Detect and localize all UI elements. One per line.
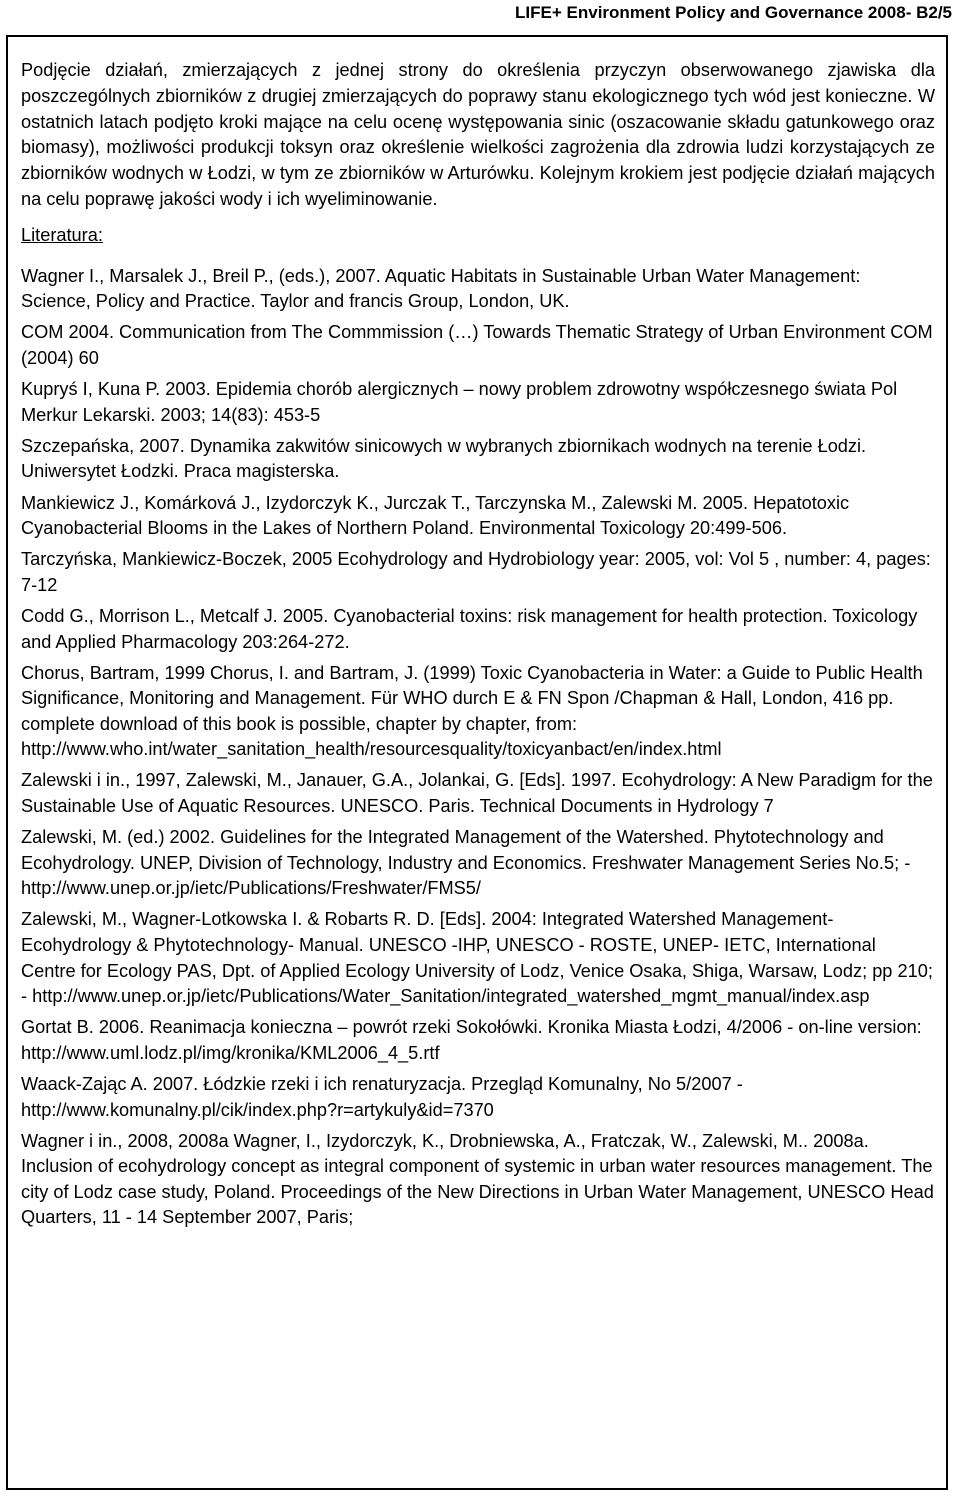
document-body <box>21 58 935 1237</box>
reference-item: Zalewski, M., Wagner-Lotkowska I. & Robarts R. D. [Eds]. 2004: Integrated Watershed Management-Ecohydrology & Phytotechnology- Manual. UNESCO -IHP, UNESCO - ROSTE, UNEP- IETC, International Centre for Ecology PAS, Dpt. of Applied Ecology University of Lodz, Venice Osaka, Shiga, Warsaw, Lodz; pp 210; - http://www.unep.or.jp/ietc/Publications/Water_Sanitation/integrated_watershed_mgmt_manual/index.asp <box>21 909 933 1007</box>
reference-item: Wagner i in., 2008, 2008a Wagner, I., Izydorczyk, K., Drobniewska, A., Fratczak, W., Zalewski, M.. 2008a. Inclusion of ecohydrology concept as integral component of systemic in urban water resources management. The city of Lodz case study, Poland. Proceedings of the New Directions in Urban Water Management, UNESCO Head Quarters, 11 - 14 September 2007, Paris; <box>21 1130 934 1228</box>
reference-list <box>21 264 935 1231</box>
literature-heading: Literatura: <box>21 224 103 245</box>
reference-item: Waack-Zając A. 2007. Łódzkie rzeki i ich renaturyzacja. Przegląd Komunalny, No 5/2007 - http://www.komunalny.pl/cik/index.php?r=artykuly&id=7370 <box>21 1074 743 1120</box>
reference-item: Gortat B. 2006. Reanimacja konieczna – powrót rzeki Sokołówki. Kronika Miasta Łodzi, 4/2006 - on-line version: http://www.uml.lodz.pl/img/kronika/KML2006_4_5.rtf <box>21 1017 922 1063</box>
document-frame <box>6 35 948 1490</box>
reference-item: Zalewski, M. (ed.) 2002. Guidelines for the Integrated Management of the Watershed. Phytotechnology and Ecohydrology. UNEP, Division of Technology, Industry and Economics. Freshwater Management Series No.5; - http://www.unep.or.jp/ietc/Publications/Freshwater/FMS5/ <box>21 827 911 899</box>
reference-item: Wagner I., Marsalek J., Breil P., (eds.), 2007. Aquatic Habitats in Sustainable Urban Water Management: Science, Policy and Practice. Taylor and francis Group, London, UK. <box>21 265 861 312</box>
reference-item: Szczepańska, 2007. Dynamika zakwitów sinicowych w wybranych zbiornikach wodnych na terenie Łodzi. Uniwersytet Łodzki. Praca magisterska. <box>21 435 867 482</box>
reference-item: Zalewski i in., 1997, Zalewski, M., Janauer, G.A., Jolankai, G. [Eds]. 1997. Ecohydrology: A New Paradigm for the Sustainable Use of Aquatic Resources. UNESCO. Paris. Technical Documents in Hydrology 7 <box>21 770 933 817</box>
reference-item: Codd G., Morrison L., Metcalf J. 2005. Cyanobacterial toxins: risk management for health protection. Toxicology and Applied Pharmacology 203:264-272. <box>21 605 918 652</box>
reference-item: Tarczyńska, Mankiewicz-Boczek, 2005 Ecohydrology and Hydrobiology year: 2005, vol: Vol 5 , number: 4, pages: 7-12 <box>21 549 931 595</box>
reference-item: Mankiewicz J., Komárková J., Izydorczyk K., Jurczak T., Tarczynska M., Zalewski M. 2005. Hepatotoxic Cyanobacterial Blooms in the Lakes of Northern Poland. Environmental Toxicology 20:499-506. <box>21 492 850 539</box>
reference-item: Kupryś I, Kuna P. 2003. Epidemia chorób alergicznych – nowy problem zdrowotny współczesnego świata Pol Merkur Lekarski. 2003; 14(83): 453-5 <box>21 379 898 425</box>
intro-paragraph: Podjęcie działań, zmierzających z jednej strony do określenia przyczyn obserwowanego zjawiska dla poszczególnych zbiorników z drugiej zmierzających do poprawy stanu ekologicznego tych wód jest konieczne. W ostatnich latach podjęto kroki mające na celu ocenę występowania sinic (oszacowanie składu gatunkowego oraz biomasy), możliwości produkcji toksyn oraz określenie wielkości zagrożenia dla zdrowia ludzi korzystających ze zbiorników wodnych w Łodzi, w tym ze zbiorników w Arturówku. Kolejnym krokiem jest podjęcie działań mających na celu poprawę jakości wody i ich wyeliminowanie. <box>21 60 935 209</box>
page-header-title: LIFE+ Environment Policy and Governance 2008- B2/5 <box>515 3 952 22</box>
reference-item: Chorus, Bartram, 1999 Chorus, I. and Bartram, J. (1999) Toxic Cyanobacteria in Water: a Guide to Public Health Significance, Monitoring and Management. Für WHO durch E & FN Spon /Chapman & Hall, London, 416 pp. complete download of this book is possible, chapter by chapter, from: http://www.who.int/water_sanitation_health/resourcesquality/toxicyanbact/en/index.html <box>21 662 923 760</box>
reference-item: COM 2004. Communication from The Commmission (…) Towards Thematic Strategy of Urban Environment COM (2004) 60 <box>21 322 933 369</box>
